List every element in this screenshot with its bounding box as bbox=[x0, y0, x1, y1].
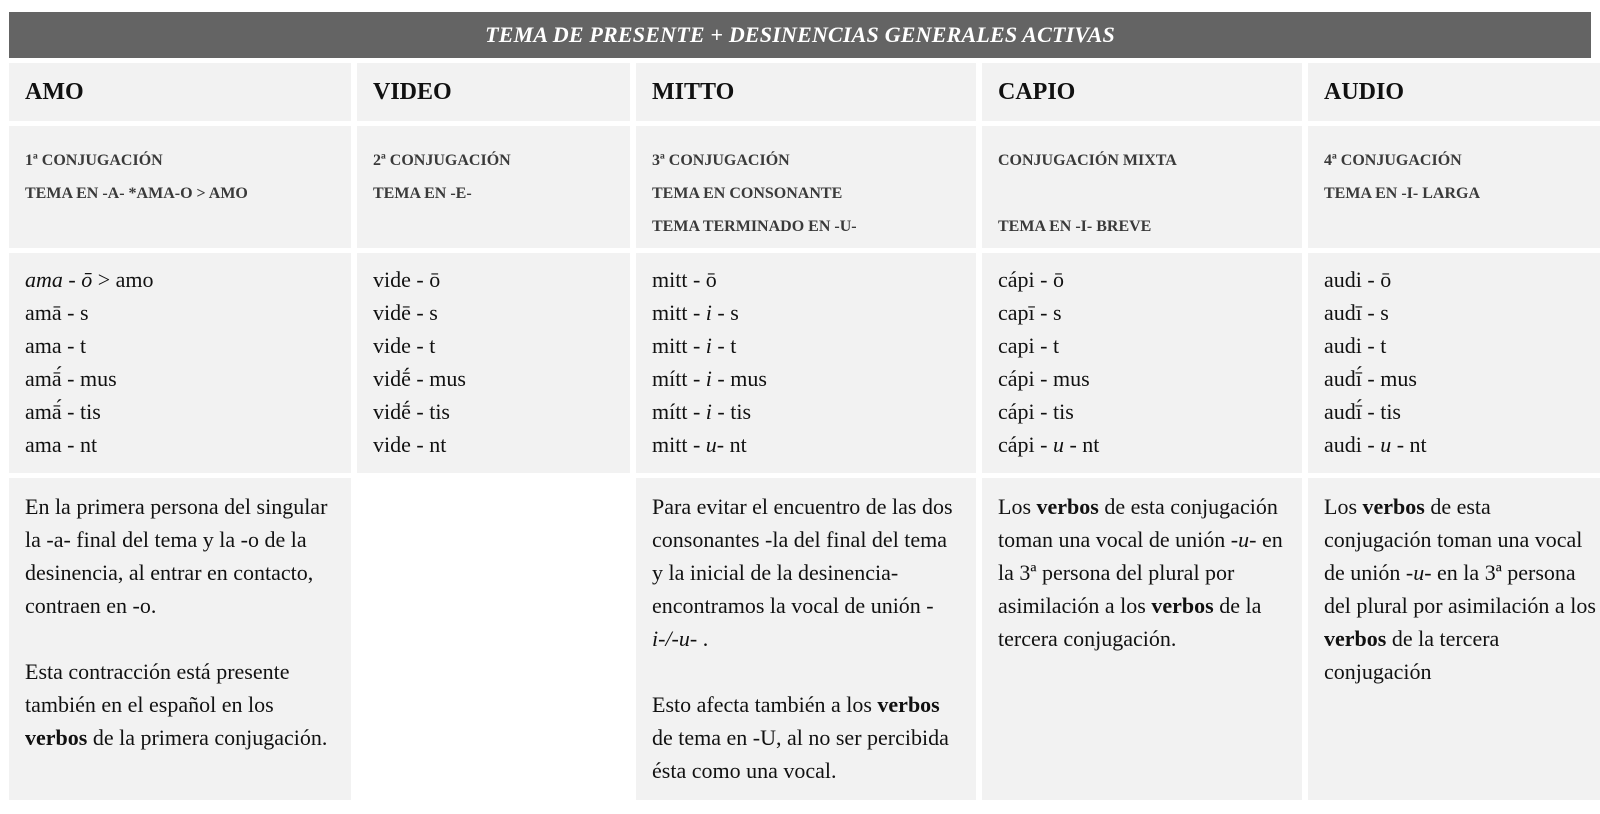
conjugation-info-video bbox=[357, 126, 630, 248]
verb-form bbox=[1324, 428, 1599, 461]
italic-text: i bbox=[705, 399, 712, 424]
stem-note: TEMA EN -I- BREVE bbox=[998, 218, 1152, 235]
text-run: mitt - bbox=[652, 333, 706, 358]
verb-form bbox=[652, 362, 960, 395]
text-run: vidē - s bbox=[373, 300, 438, 325]
verb-form bbox=[25, 362, 335, 395]
italic-text: i bbox=[705, 366, 712, 391]
text-run: Los bbox=[1324, 494, 1363, 519]
italic-text: u bbox=[1380, 432, 1392, 457]
verb-form bbox=[373, 395, 614, 428]
text-run: capī - s bbox=[998, 300, 1062, 325]
italic-text: u bbox=[1052, 432, 1064, 457]
bold-text: verbos bbox=[1036, 494, 1099, 519]
note-paragraph bbox=[652, 688, 960, 787]
verb-form bbox=[652, 263, 960, 296]
text-run: de esta conjugación toman una vocal de unión bbox=[998, 494, 1278, 552]
verb-form bbox=[25, 428, 335, 461]
verb-form bbox=[373, 329, 614, 362]
verb-form bbox=[1324, 395, 1599, 428]
stem-description: TEMA EN -E- bbox=[373, 185, 472, 202]
text-run: de esta conjugación toman una vocal de unión bbox=[1324, 494, 1583, 585]
column-header-amo: AMO bbox=[9, 63, 351, 121]
verb-form bbox=[652, 296, 960, 329]
forms-capio bbox=[982, 253, 1302, 473]
conjugation-label: 4ª CONJUGACIÓN bbox=[1324, 152, 1462, 169]
text-run: - mus bbox=[711, 366, 767, 391]
conjugation-info-capio bbox=[982, 126, 1302, 248]
text-run: En la primera persona del singular la -a- final del tema y la -o de la desinencia, al entrar en contacto, contraen en -o. bbox=[25, 494, 328, 618]
notes-amo bbox=[9, 478, 351, 800]
text-run: audī́ - tis bbox=[1324, 399, 1401, 424]
forms-audio bbox=[1308, 253, 1600, 473]
verb-form bbox=[998, 329, 1286, 362]
text-run: audi - ō bbox=[1324, 267, 1392, 292]
text-run: audi - t bbox=[1324, 333, 1387, 358]
italic-text: i bbox=[705, 333, 712, 358]
bold-text: verbos bbox=[1151, 593, 1214, 618]
stem-note bbox=[25, 210, 335, 243]
text-run: - nt bbox=[716, 432, 747, 457]
verb-form bbox=[652, 428, 960, 461]
text-run: amā́ - tis bbox=[25, 399, 101, 424]
text-run: cápi - ō bbox=[998, 267, 1064, 292]
text-run: cápi - tis bbox=[998, 399, 1074, 424]
stem-note: TEMA TERMINADO EN -U- bbox=[652, 218, 857, 235]
bold-text: verbos bbox=[1324, 626, 1387, 651]
text-run: - nt bbox=[1063, 432, 1100, 457]
italic-text: -u- bbox=[1230, 527, 1257, 552]
text-run: cápi - bbox=[998, 432, 1053, 457]
column-header-audio: AUDIO bbox=[1308, 63, 1600, 121]
text-run: de la tercera conjugación bbox=[1324, 626, 1500, 684]
verb-form bbox=[373, 296, 614, 329]
text-run: mitt - ō bbox=[652, 267, 717, 292]
forms-video bbox=[357, 253, 630, 473]
text-run: de tema en -U, al no ser percibida ésta como una vocal. bbox=[652, 725, 949, 783]
text-run: en la 3ª persona del plural por asimilación a los bbox=[1324, 560, 1596, 618]
text-run: vide - nt bbox=[373, 432, 447, 457]
italic-text: ama - ō bbox=[25, 267, 93, 292]
italic-text: i bbox=[705, 300, 712, 325]
forms-amo bbox=[9, 253, 351, 473]
conjugation-label: 1ª CONJUGACIÓN bbox=[25, 152, 163, 169]
text-run: amā - s bbox=[25, 300, 89, 325]
bold-text: verbos bbox=[877, 692, 940, 717]
verb-form bbox=[998, 362, 1286, 395]
verb-form bbox=[25, 263, 335, 296]
conjugation-info-mitto bbox=[636, 126, 976, 248]
conjugation-label: CONJUGACIÓN MIXTA bbox=[998, 152, 1177, 169]
text-run: amā́ - mus bbox=[25, 366, 117, 391]
text-run: Esto afecta también a los bbox=[652, 692, 878, 717]
verb-form bbox=[998, 428, 1286, 461]
note-paragraph bbox=[25, 490, 335, 622]
verb-form bbox=[998, 395, 1286, 428]
verb-form bbox=[25, 329, 335, 362]
stem-description: TEMA EN -I- LARGA bbox=[1324, 185, 1481, 202]
text-run: Esta contracción está presente también en el español en los bbox=[25, 659, 290, 717]
text-run: vidḗ - tis bbox=[373, 399, 450, 424]
forms-mitto bbox=[636, 253, 976, 473]
notes-mitto bbox=[636, 478, 976, 800]
verb-form bbox=[998, 296, 1286, 329]
text-run: mitt - bbox=[652, 432, 706, 457]
note-paragraph bbox=[1324, 490, 1599, 688]
bold-text: verbos bbox=[1362, 494, 1425, 519]
stem-description bbox=[998, 177, 1286, 210]
text-run: audi - bbox=[1324, 432, 1381, 457]
conjugation-label: 3ª CONJUGACIÓN bbox=[652, 152, 790, 169]
verb-form bbox=[1324, 263, 1599, 296]
text-run: vidḗ - mus bbox=[373, 366, 466, 391]
text-run: . bbox=[697, 626, 709, 651]
text-run: de la tercera conjugación. bbox=[998, 593, 1262, 651]
bold-text: verbos bbox=[25, 725, 88, 750]
text-run: mítt - bbox=[652, 366, 706, 391]
text-run: Para evitar el encuentro de las dos consonantes -la del final del tema y la inicial de la desinencia- encontramos la vocal de unión - bbox=[652, 494, 953, 618]
text-run: en la 3ª persona del plural por asimilación a los bbox=[998, 527, 1283, 618]
stem-note bbox=[373, 210, 614, 243]
stem-description: TEMA EN CONSONANTE bbox=[652, 185, 843, 202]
text-run: - tis bbox=[711, 399, 752, 424]
verb-form bbox=[1324, 296, 1599, 329]
note-paragraph bbox=[25, 655, 335, 754]
italic-text: -u- bbox=[1405, 560, 1432, 585]
stem-description: TEMA EN -A- *AMA-O > AMO bbox=[25, 185, 248, 202]
text-run: mítt - bbox=[652, 399, 706, 424]
column-header-mitto: MITTO bbox=[636, 63, 976, 121]
text-run: - t bbox=[711, 333, 737, 358]
column-header-video: VIDEO bbox=[357, 63, 630, 121]
italic-text: u bbox=[705, 432, 717, 457]
notes-audio bbox=[1308, 478, 1600, 800]
stem-note bbox=[1324, 210, 1599, 243]
text-run: - s bbox=[711, 300, 739, 325]
note-paragraph bbox=[652, 490, 960, 655]
text-run: audī́ - mus bbox=[1324, 366, 1417, 391]
verb-form bbox=[373, 263, 614, 296]
notes-video bbox=[357, 478, 630, 800]
conjugation-info-amo bbox=[9, 126, 351, 248]
verb-form bbox=[373, 362, 614, 395]
conjugation-label: 2ª CONJUGACIÓN bbox=[373, 152, 511, 169]
text-run: mitt - bbox=[652, 300, 706, 325]
table-title: TEMA DE PRESENTE + DESINENCIAS GENERALES ACTIVAS bbox=[9, 12, 1591, 58]
text-run: capi - t bbox=[998, 333, 1060, 358]
text-run: audī - s bbox=[1324, 300, 1389, 325]
verb-form bbox=[373, 428, 614, 461]
text-run: de la primera conjugación. bbox=[87, 725, 328, 750]
notes-capio bbox=[982, 478, 1302, 800]
text-run: ama - t bbox=[25, 333, 87, 358]
conjugation-info-audio bbox=[1308, 126, 1600, 248]
text-run: ama - nt bbox=[25, 432, 98, 457]
text-run: vide - t bbox=[373, 333, 436, 358]
italic-text: i-/-u- bbox=[652, 626, 698, 651]
text-run: Los bbox=[998, 494, 1037, 519]
verb-form bbox=[1324, 362, 1599, 395]
verb-form bbox=[652, 395, 960, 428]
text-run: cápi - mus bbox=[998, 366, 1090, 391]
column-header-capio: CAPIO bbox=[982, 63, 1302, 121]
text-run: > amo bbox=[92, 267, 154, 292]
verb-form bbox=[652, 329, 960, 362]
text-run: - nt bbox=[1391, 432, 1427, 457]
verb-form bbox=[25, 395, 335, 428]
verb-form bbox=[998, 263, 1286, 296]
verb-form bbox=[1324, 329, 1599, 362]
text-run: vide - ō bbox=[373, 267, 441, 292]
verb-form bbox=[25, 296, 335, 329]
note-paragraph bbox=[998, 490, 1286, 655]
conjugation-table bbox=[9, 63, 1596, 800]
